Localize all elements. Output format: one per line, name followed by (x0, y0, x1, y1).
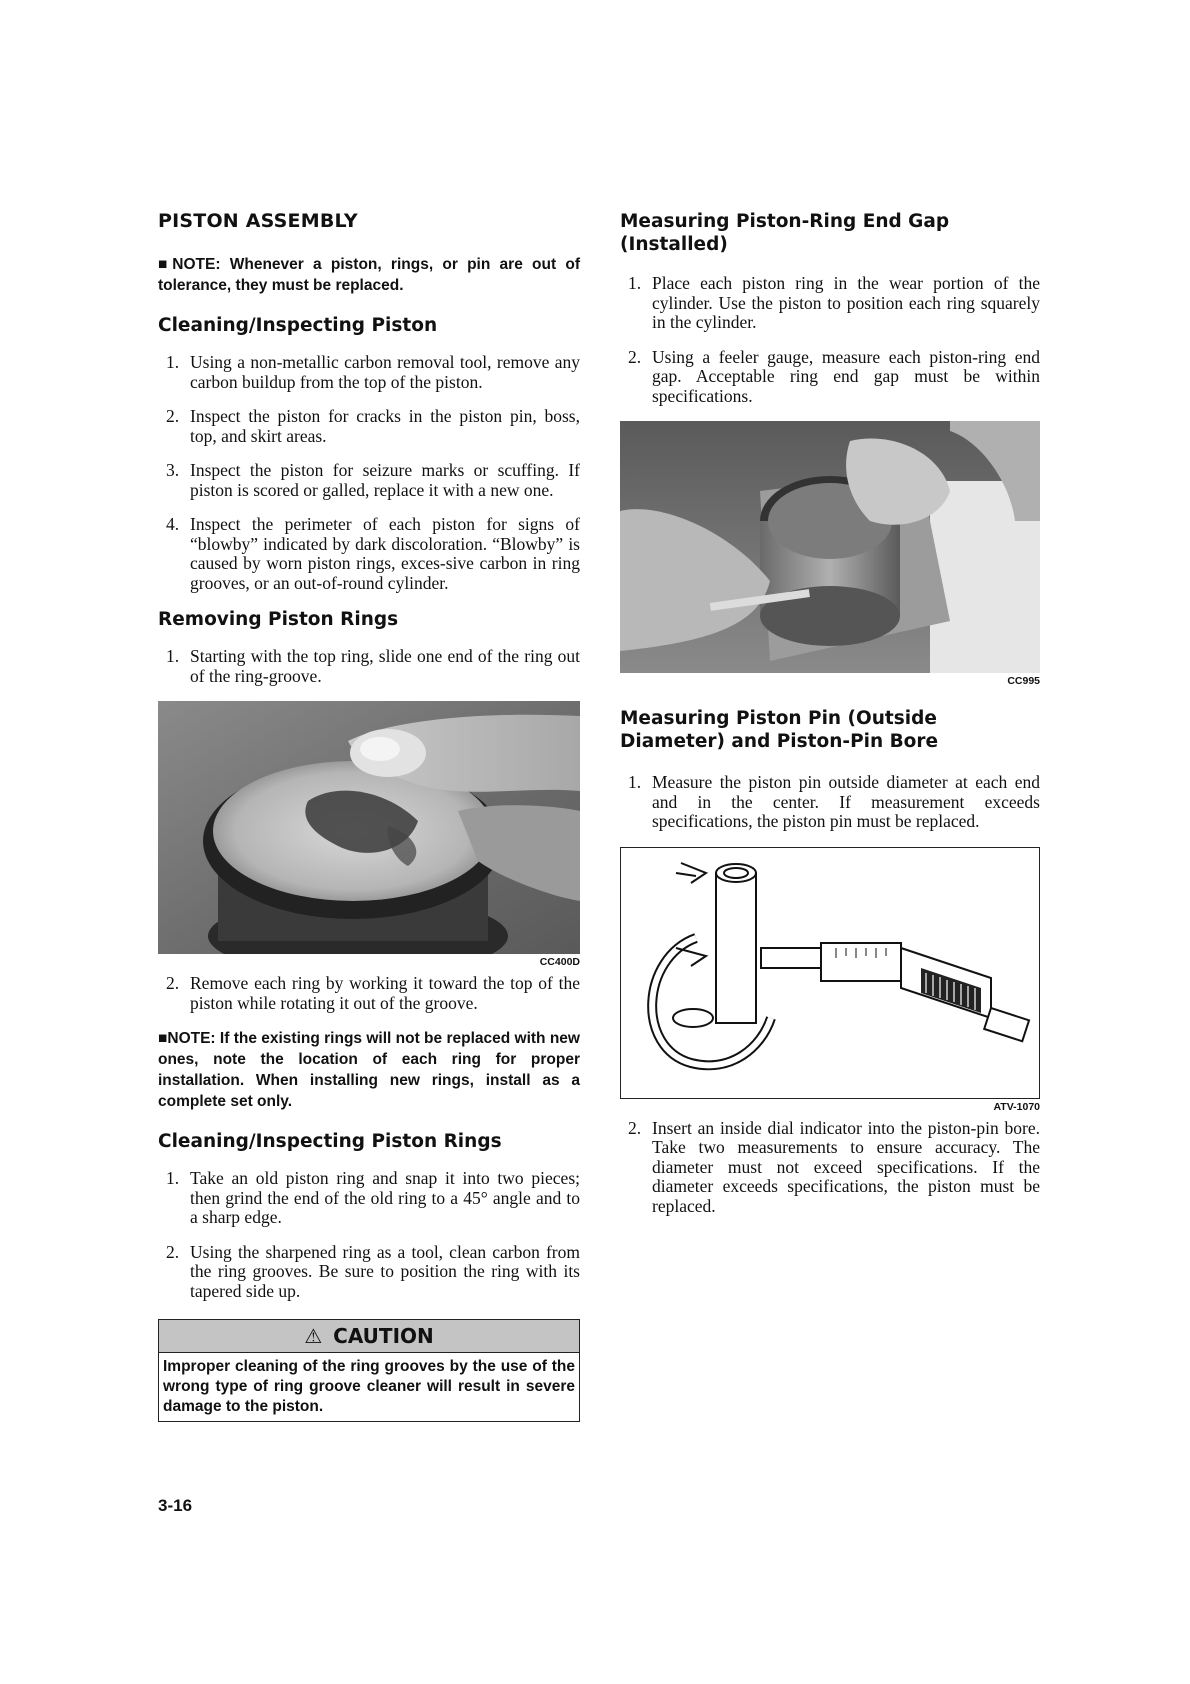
piston-pin-steps-b (620, 1119, 1040, 1217)
step-number: 1. (166, 1168, 180, 1188)
step-number: 2. (628, 346, 642, 367)
list-item (620, 773, 1040, 832)
step-text: Measure the piston pin outside diameter at each end and in the center. If measurement exceeds specifications, the piston pin must be replaced. (652, 772, 1040, 831)
note-text: Whenever a piston, rings, or pin are out of tolerance, they must be replaced. (158, 256, 580, 294)
page-number: 3-16 (158, 1496, 193, 1515)
note-prefix: ■NOTE: (158, 1030, 216, 1047)
step-text: Place each piston ring in the wear portion of the cylinder. Use the piston to position each ring squarely in the cylinder. (652, 273, 1040, 332)
end-gap-steps (620, 274, 1040, 406)
caution-text: Improper cleaning of the ring grooves by the use of the wrong type of ring groove cleaner will result in severe damage to the piston. (163, 1358, 575, 1415)
removing-rings-steps-a (158, 647, 580, 686)
list-item (158, 407, 580, 446)
caution-header (159, 1320, 579, 1353)
piston-pin-steps-a (620, 773, 1040, 832)
note-ring-location (158, 1028, 580, 1112)
cleaning-rings-steps (158, 1169, 580, 1301)
removing-rings-heading: Removing Piston Rings (158, 609, 399, 630)
figure-atv-1070 (620, 847, 1040, 1113)
step-number: 2. (166, 1241, 180, 1262)
step-number: 1. (166, 352, 180, 372)
step-number: 4. (166, 514, 180, 534)
end-gap-heading: Measuring Piston-Ring End Gap (Installed) (620, 211, 950, 255)
list-item (158, 647, 580, 686)
list-item (158, 974, 580, 1013)
section-title: PISTON ASSEMBLY (158, 210, 358, 232)
figure-caption: CC400D (539, 956, 580, 968)
step-text: Inspect the perimeter of each piston for signs of “blowby” indicated by dark discoloration. “Blowby” is caused by worn piston rings, exces-sive carbon in ring grooves, or an out-of-round cylinder. (190, 514, 580, 593)
step-text: Starting with the top ring, slide one end of the ring out of the ring-groove. (190, 646, 580, 686)
left-column (158, 210, 580, 1422)
step-text: Inspect the piston for seizure marks or scuffing. If piston is scored or galled, replace it with a new one. (190, 460, 580, 500)
right-column (620, 210, 1040, 1231)
step-number: 2. (628, 1117, 642, 1138)
piston-ring-photo (158, 701, 580, 954)
cleaning-piston-heading: Cleaning/Inspecting Piston (158, 315, 438, 336)
step-number: 1. (628, 772, 642, 792)
micrometer-illustration (620, 847, 1040, 1099)
step-text: Take an old piston ring and snap it into two pieces; then grind the end of the old ring to a 45° angle and to a sharp edge. (190, 1168, 580, 1227)
step-text: Insert an inside dial indicator into the piston-pin bore. Take two measurements to ensure accuracy. The diameter must not exceed specifications. If the diameter exceeds specifications, the piston must be replaced. (652, 1117, 1040, 1216)
cleaning-piston-steps (158, 353, 580, 593)
list-item (158, 1169, 580, 1228)
figure-caption: CC995 (1007, 675, 1040, 687)
step-text: Using the sharpened ring as a tool, clean carbon from the ring grooves. Be sure to position the ring with its tapered side up. (190, 1241, 580, 1301)
warning-triangle-icon: ⚠ (304, 1324, 323, 1348)
note-text: If the existing rings will not be replaced with new ones, note the location of each ring for proper installation. When installing new rings, install as a complete set only. (158, 1030, 580, 1110)
list-item (620, 1119, 1040, 1217)
list-item (620, 348, 1040, 407)
list-item (158, 353, 580, 392)
step-text: Using a non-metallic carbon removal tool, remove any carbon buildup from the top of the piston. (190, 352, 580, 392)
caution-box (158, 1319, 580, 1422)
piston-pin-heading: Measuring Piston Pin (Outside Diameter) and Piston-Pin Bore (620, 708, 939, 752)
note-prefix: ■NOTE: (158, 256, 221, 273)
list-item (158, 1243, 580, 1302)
figure-cc995 (620, 421, 1040, 687)
cleaning-rings-heading: Cleaning/Inspecting Piston Rings (158, 1131, 502, 1152)
step-number: 1. (628, 273, 642, 293)
step-number: 2. (166, 973, 180, 993)
step-number: 2. (166, 406, 180, 426)
note-tolerance (158, 254, 580, 296)
list-item (158, 515, 580, 593)
list-item (620, 274, 1040, 333)
figure-cc400d (158, 701, 580, 968)
step-number: 1. (166, 646, 180, 666)
step-text: Inspect the piston for cracks in the piston pin, boss, top, and skirt areas. (190, 406, 580, 446)
caution-title: CAUTION (333, 1324, 434, 1348)
figure-caption: ATV-1070 (993, 1100, 1040, 1113)
step-text: Remove each ring by working it toward the top of the piston while rotating it out of the groove. (190, 973, 580, 1013)
step-number: 3. (166, 460, 180, 480)
step-text: Using a feeler gauge, measure each piston-ring end gap. Acceptable ring end gap must be within specifications. (652, 346, 1040, 406)
removing-rings-steps-b (158, 974, 580, 1013)
list-item (158, 461, 580, 500)
feeler-gauge-photo (620, 421, 1040, 673)
